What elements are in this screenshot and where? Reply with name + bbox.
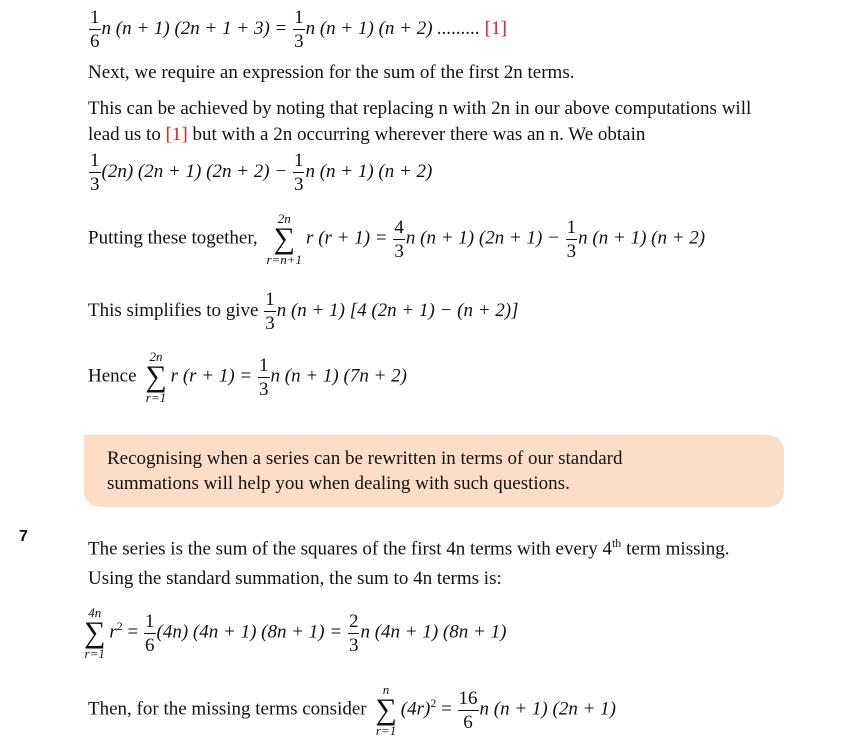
- expression: n (n + 1) (n + 2) .........: [305, 17, 485, 39]
- expression: n (n + 1) (n + 2): [305, 160, 433, 182]
- expression: n (4n + 1) (8n + 1): [360, 621, 507, 643]
- superscript: 2: [116, 619, 123, 634]
- sigma-icon: ∑: [375, 693, 397, 726]
- fraction: [264, 290, 276, 333]
- tip-text: [107, 446, 622, 496]
- expression: r (r + 1) =: [306, 227, 393, 249]
- sum-lower-limit: r=1: [84, 646, 105, 661]
- sum-upper-limit: 2n: [277, 211, 291, 226]
- denominator: 3: [90, 174, 100, 195]
- numerator: 4: [394, 216, 404, 238]
- sum-lower-limit: r=1: [375, 723, 397, 738]
- denominator: 3: [294, 31, 304, 52]
- sum-upper-limit: n: [382, 682, 390, 697]
- text: The series is the sum of the squares of the first 4n terms with every 4: [88, 538, 612, 560]
- denominator: 3: [265, 313, 275, 334]
- expression: r: [109, 621, 117, 643]
- expression: n (n + 1) (7n + 2): [270, 365, 407, 387]
- denominator: 3: [566, 240, 577, 262]
- summation: [375, 683, 396, 737]
- fraction: [458, 689, 479, 732]
- denominator: 6: [145, 634, 155, 656]
- numerator: 1: [294, 7, 304, 28]
- summation: [84, 606, 105, 660]
- denominator: 6: [90, 31, 100, 52]
- fraction: [348, 612, 360, 655]
- text: but with a 2n occurring wherever there was an n. We obtain: [187, 124, 646, 145]
- sum-lower-limit: r=n+1: [266, 252, 303, 267]
- sigma-icon: ∑: [84, 616, 106, 649]
- numerator: 2: [348, 610, 359, 632]
- text: Hence: [88, 365, 142, 387]
- superscript: 2: [430, 696, 437, 711]
- sum-upper-limit: 2n: [149, 349, 163, 364]
- fraction: [393, 218, 405, 261]
- numerator: 1: [259, 354, 269, 376]
- paragraph-line: [88, 124, 645, 146]
- expression: (4r): [400, 698, 431, 720]
- equation-4: [88, 290, 519, 333]
- summation: [145, 350, 166, 404]
- numerator: 1: [265, 289, 275, 310]
- summation: [266, 212, 302, 266]
- text: lead us to: [88, 124, 166, 145]
- numerator: 16: [458, 687, 478, 709]
- numerator: 1: [566, 216, 577, 238]
- equals: =: [122, 621, 144, 643]
- fraction: [566, 218, 578, 261]
- expression: r (r + 1) =: [170, 365, 258, 387]
- text: This simplifies to give: [88, 299, 264, 321]
- denominator: 3: [394, 240, 404, 262]
- equation-7: [88, 683, 616, 737]
- denominator: 3: [259, 378, 269, 400]
- fraction: [293, 151, 305, 194]
- tip-line: summations will help you when dealing with such questions.: [107, 473, 570, 494]
- expression: n (n + 1) (2n + 1) −: [405, 227, 565, 249]
- expression: n (n + 1) (n + 2): [578, 227, 706, 249]
- sum-upper-limit: 4n: [88, 605, 102, 620]
- sigma-icon: ∑: [145, 360, 167, 393]
- expression: n (n + 1) (2n + 1): [479, 698, 616, 720]
- expression: (4n) (4n + 1) (8n + 1) =: [156, 621, 347, 643]
- paragraph-line: [88, 532, 730, 560]
- fraction: [258, 356, 270, 399]
- expression: (2n) (2n + 1) (2n + 2) −: [101, 160, 292, 182]
- question-number: 7: [19, 528, 28, 545]
- paragraph-line: Using the standard summation, the sum to 4n terms is:: [88, 568, 502, 589]
- denominator: 3: [348, 634, 359, 656]
- fraction: [89, 151, 101, 194]
- text: Putting these together,: [88, 227, 263, 249]
- equation-2: [88, 151, 432, 194]
- text: Then, for the missing terms consider: [88, 698, 372, 720]
- equals: =: [436, 698, 457, 720]
- expression: n (n + 1) [4 (2n + 1) − (n + 2)]: [276, 299, 519, 321]
- superscript: th: [611, 536, 622, 550]
- equation-6: [84, 606, 506, 660]
- paragraph: Next, we require an expression for the sum of the first 2n terms.: [88, 62, 575, 83]
- numerator: 1: [90, 7, 100, 28]
- reference-link[interactable]: [1]: [484, 17, 507, 39]
- fraction: [293, 8, 305, 51]
- fraction: [144, 612, 156, 655]
- expression: n (n + 1) (2n + 1 + 3) =: [101, 17, 293, 39]
- numerator: 1: [145, 610, 155, 632]
- reference-link[interactable]: [1]: [165, 124, 188, 145]
- numerator: 1: [293, 150, 304, 171]
- sigma-icon: ∑: [273, 222, 295, 255]
- text: term missing.: [621, 538, 730, 560]
- denominator: 6: [463, 711, 473, 733]
- equation-3: [88, 212, 705, 266]
- equation-1: [88, 8, 507, 51]
- tip-callout: [84, 435, 784, 507]
- tip-line: Recognising when a series can be rewritten in terms of our standard: [107, 448, 623, 469]
- paragraph-line: This can be achieved by noting that replacing n with 2n in our above computations will: [88, 98, 752, 119]
- equation-5: [88, 350, 407, 404]
- fraction: [89, 8, 101, 51]
- denominator: 3: [293, 174, 304, 195]
- numerator: 1: [90, 150, 100, 171]
- sum-lower-limit: r=1: [145, 390, 167, 405]
